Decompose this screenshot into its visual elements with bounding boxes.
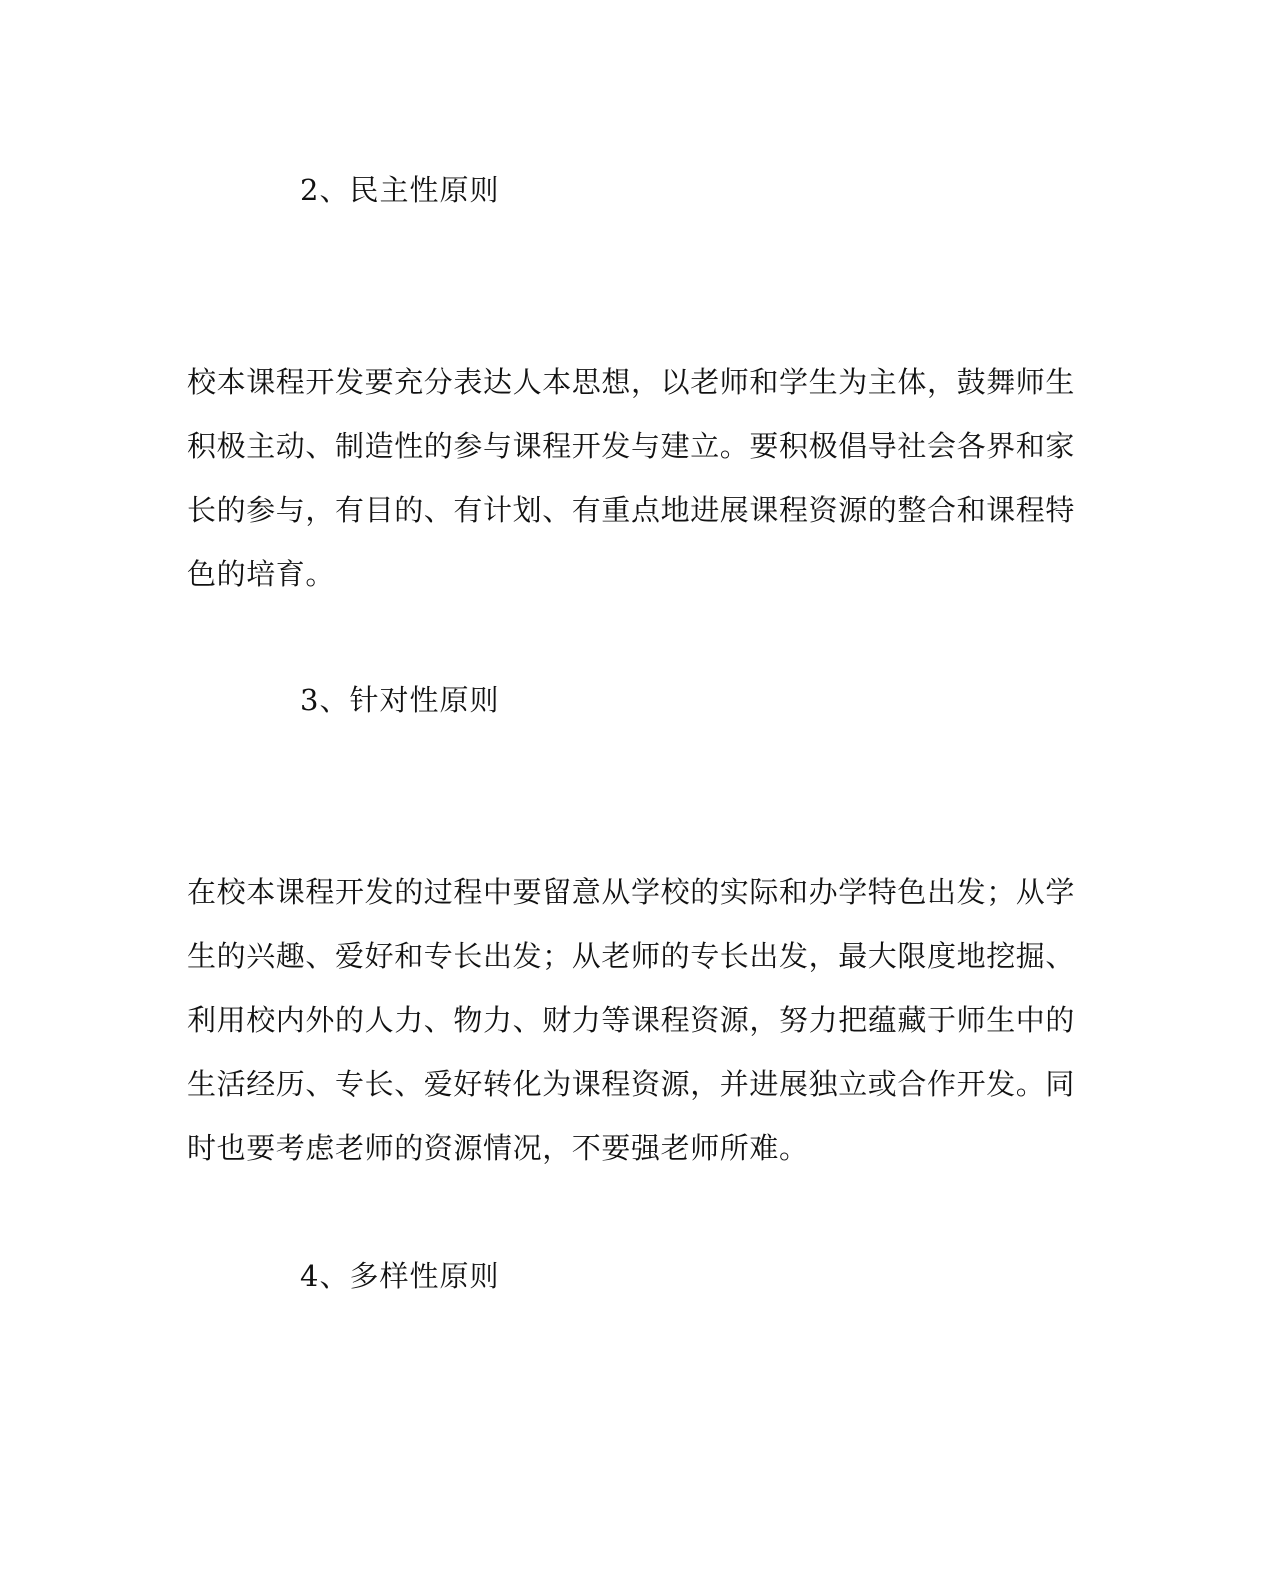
paragraph-pertinence bbox=[187, 860, 1076, 1180]
paragraph-line: 积极主动、制造性的参与课程开发与建立。要积极倡导社会各界和家 bbox=[187, 429, 1076, 463]
paragraph-line: 长的参与，有目的、有计划、有重点地进展课程资源的整合和课程特 bbox=[187, 493, 1076, 527]
paragraph-line: 利用校内外的人力、物力、财力等课程资源，努力把蕴藏于师生中的 bbox=[187, 1003, 1076, 1037]
paragraph-democracy bbox=[187, 350, 1076, 606]
paragraph-line: 生活经历、专长、爱好转化为课程资源，并进展独立或合作开发。同 bbox=[187, 1067, 1076, 1101]
paragraph-line: 在校本课程开发的过程中要留意从学校的实际和办学特色出发；从学 bbox=[187, 875, 1076, 909]
paragraph-line: 校本课程开发要充分表达人本思想，以老师和学生为主体，鼓舞师生 bbox=[187, 365, 1076, 399]
section-heading-diversity: 4、多样性原则 bbox=[300, 1259, 500, 1293]
paragraph-line: 时也要考虑老师的资源情况，不要强老师所难。 bbox=[187, 1131, 809, 1165]
paragraph-line: 生的兴趣、爱好和专长出发；从老师的专长出发，最大限度地挖掘、 bbox=[187, 939, 1076, 973]
section-heading-democracy: 2、民主性原则 bbox=[300, 173, 500, 207]
paragraph-line: 色的培育。 bbox=[187, 557, 336, 591]
section-heading-pertinence: 3、针对性原则 bbox=[300, 683, 500, 717]
